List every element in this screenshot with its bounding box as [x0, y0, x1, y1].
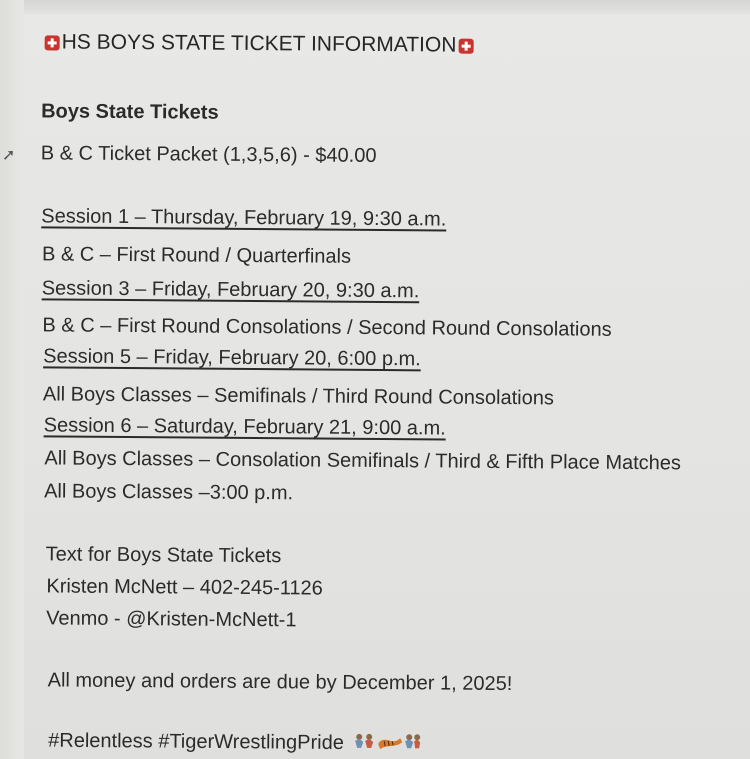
- hashtag-line: [48, 728, 421, 757]
- document-title-text: HS BOYS STATE TICKET INFORMATION: [61, 30, 457, 57]
- wrestlers-and-tiger-icon: [351, 731, 421, 752]
- document-title: [43, 30, 476, 57]
- session-1-title: Session 1 – Thursday, February 19, 9:30 a.m.: [41, 205, 447, 231]
- venmo-handle: Venmo - @Kristen-McNett-1: [46, 607, 297, 632]
- red-cross-icon: [45, 35, 60, 50]
- session-1-detail: B & C – First Round / Quarterfinals: [41, 243, 352, 268]
- session-5-detail: All Boys Classes – Semifinals / Third Round Consolations: [42, 383, 554, 410]
- session-6-detail-1: All Boys Classes – Consolation Semifinals / Third & Fifth Place Matches: [44, 447, 682, 475]
- red-cross-icon: [458, 38, 473, 53]
- ticket-packet-price: B & C Ticket Packet (1,3,5,6) - $40.00: [40, 142, 377, 167]
- contact-text-line: Text for Boys State Tickets: [45, 543, 282, 568]
- session-6-detail-2: All Boys Classes –3:00 p.m.: [44, 480, 294, 505]
- hashtags-text: #Relentless #TigerWrestlingPride: [48, 729, 344, 755]
- session-5-title: Session 5 – Friday, February 20, 6:00 p.m.: [43, 345, 421, 371]
- wrestlers-and-tiger-icon: [351, 731, 421, 758]
- session-3-detail: B & C – First Round Consolations / Second Round Consolations: [42, 314, 612, 341]
- cursor-icon: ➚: [2, 145, 16, 164]
- session-6-title: Session 6 – Saturday, February 21, 9:00 a.m.: [43, 414, 446, 440]
- session-3-title: Session 3 – Friday, February 20, 9:30 a.m.: [41, 277, 420, 303]
- contact-person: Kristen McNett – 402-245-1126: [46, 575, 323, 600]
- tickets-heading: Boys State Tickets: [41, 100, 219, 124]
- deadline-notice: All money and orders are due by December 1, 2025!: [47, 669, 513, 696]
